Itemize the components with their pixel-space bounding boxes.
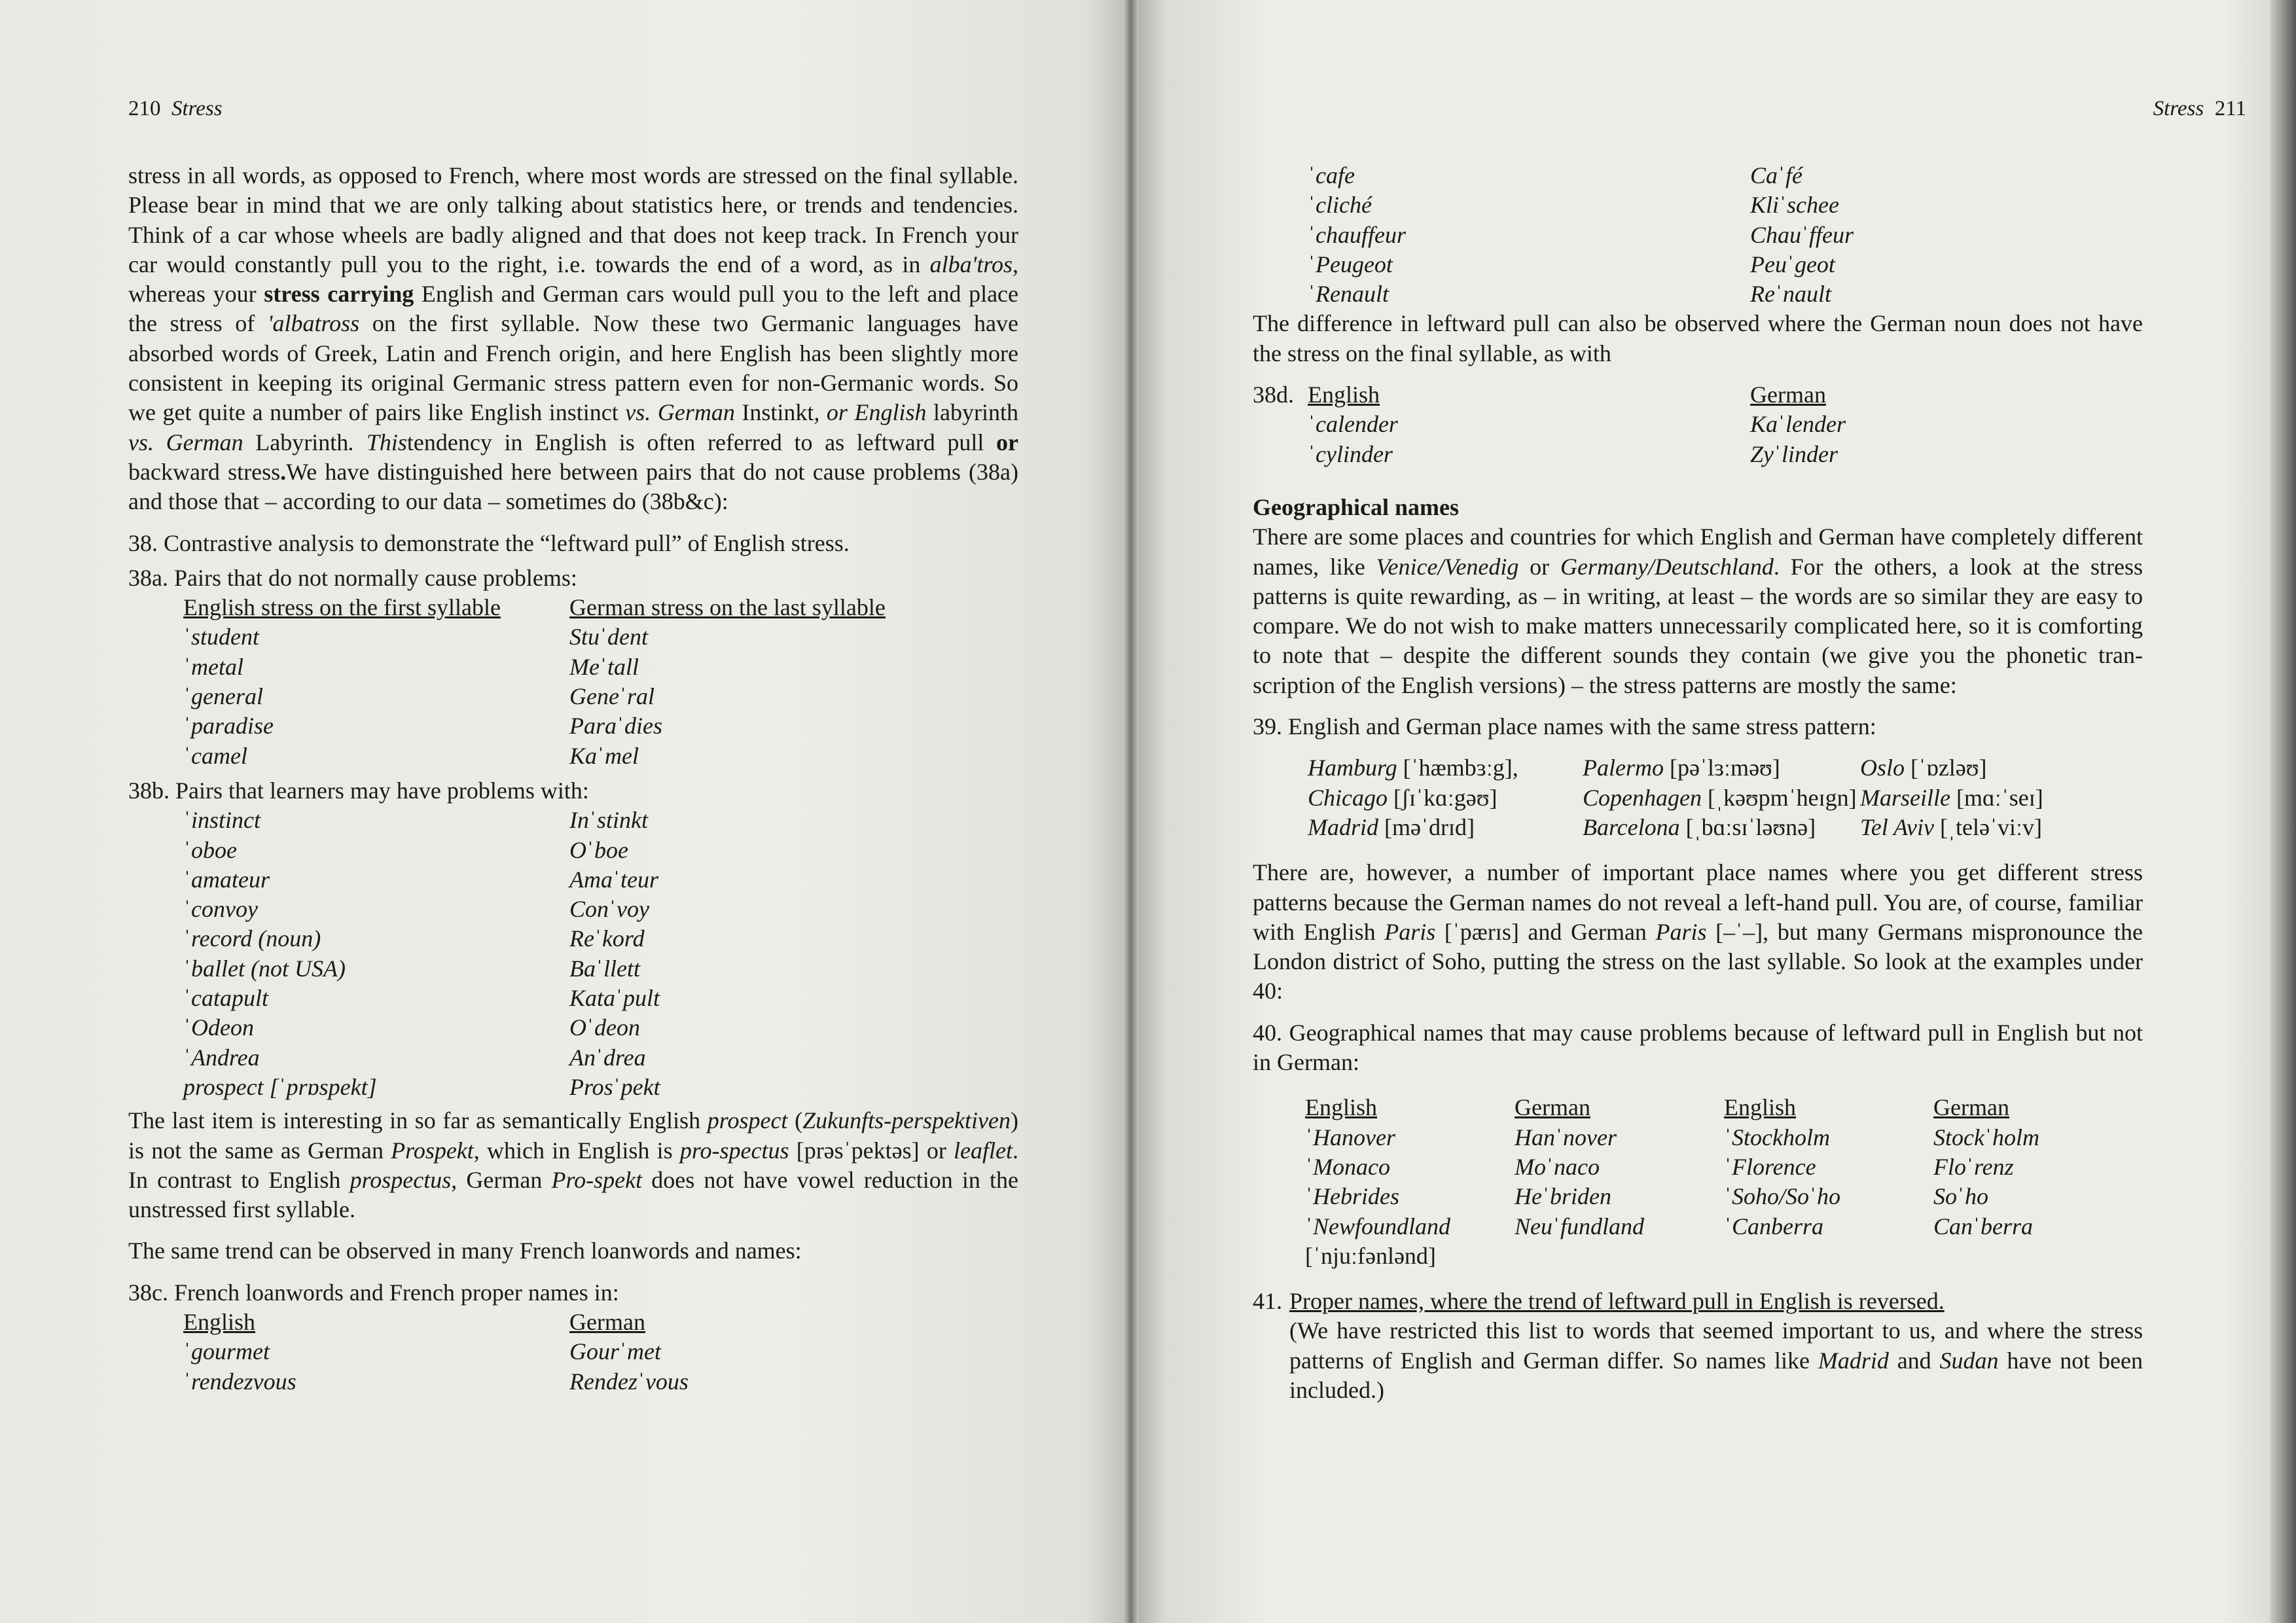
example-39-title: 39. English and German place names with the same stress pattern: <box>1253 713 1876 740</box>
table-column: Hamburg [ˈhæmbɜːg], Chicago [ʃɪˈkɑːgəʊ] Madrid [məˈdrɪd] <box>1308 755 1518 840</box>
table-row: ˈconvoy Conˈvoy <box>183 896 649 923</box>
table-row: ˈcylinder Zyˈlinder <box>1308 440 1838 467</box>
example-39-table <box>1253 753 2143 842</box>
table-row: ˈchauffeur Chauˈffeur <box>1308 221 1854 248</box>
table-row: prospect [ˈprɒspekt] Prosˈpekt <box>183 1073 660 1100</box>
table-column: English ˈStockholm ˈFlorence ˈSoho/Soˈho ˈCanberra <box>1724 1094 1840 1240</box>
table-row: ˈPeugeot Peuˈgeot <box>1308 251 1835 277</box>
table-row: ˈmetal Meˈtall <box>183 653 639 680</box>
example-41-title: 41. Proper names, where the trend of leftward pull in English is reversed. <box>1253 1288 1945 1315</box>
example-40-table <box>1253 1093 2143 1271</box>
table-row: ˈRenault Reˈnault <box>1308 281 1831 308</box>
table-row: ˈstudent Stuˈdent <box>183 624 648 651</box>
intro-paragraph: stress in all words, as opposed to French, where most words are stressed on the final syllable. Please bear in mind that we are only talking about statistics here, or trends and tendencies. Think of a car whose wheels are badly aligned and that does not keep track. In French your car would constantly pull you to the right, i.e. towards the end of a word, as in alba'tros, whereas your stress carrying English and German cars would pull you to the left and place the stress of 'albatross on the first syllable. Now these two Germanic languages have absorbed words of Greek, Latin and French origin, and here English has been slightly more consistent in keeping its original Germanic stress pattern even for non-Germanic words. So we get quite a number of pairs like English instinct vs. German Instinkt, or English labyrinth vs. German Labyrinth. Thistendency in English is often referred to as leftward pull or backward stress.We have distinguished here between pairs that do not cause problems (38a) and those that – according to our data – sometimes do (38b&c): <box>128 162 1019 515</box>
example-38-title: 38. Contrastive analysis to demonstrate the “leftward pull” of English stress. <box>128 529 850 556</box>
right-page-header <box>2153 97 2246 121</box>
table-row: ˈAndrea Anˈdrea <box>183 1044 646 1071</box>
however-paragraph: There are, however, a number of important place names where you get different stress patterns because the German names do not reveal a left-hand pull. You are, of course, familiar with English Paris [ˈpærɪs] and German Paris [–ˈ–], but many Germans mispronounce the London district of Soho, putting the stress on the last syllable. So look at the examples under 40: <box>1253 859 2144 1005</box>
table-row: ˈcatapult Kataˈpult <box>183 985 660 1012</box>
right-page-body <box>1253 161 2143 1405</box>
table-row: ˈparadise Paraˈdies <box>183 713 662 740</box>
left-page-body <box>128 161 1018 1397</box>
running-head: Stress <box>2153 97 2204 120</box>
section-heading: Geographical names <box>1253 493 1459 520</box>
example-38a-header-row: English stress on the first syllable German stress on the last syllable <box>183 594 886 621</box>
example-38a-title: 38a. Pairs that do not normally cause problems: <box>128 564 577 591</box>
table-row: ˈgourmet Gourˈmet <box>183 1338 661 1365</box>
page-edge <box>2270 0 2296 1623</box>
table-row: ˈrendezvous Rendezˈvous <box>183 1368 689 1395</box>
table-row: ˈrecord (noun) Reˈkord <box>183 925 645 952</box>
table-column: English ˈHanover ˈMonaco ˈHebrides ˈNewfoundland [ˈnjuːfənlənd] <box>1305 1094 1450 1269</box>
table-column: German Stockˈholm Floˈrenz Soˈho Canˈberra <box>1933 1094 2039 1240</box>
table-row: ˈballet (not USA) Baˈllett <box>183 955 640 982</box>
example-41-note: (We have restricted this list to words that seemed important to us, and where the stress patterns of English and German differ. So names like Madrid and Sudan have not been included.) <box>1289 1317 2144 1403</box>
table-column: German Hanˈnover Moˈnaco Heˈbriden Neuˈfundland <box>1515 1094 1644 1240</box>
example-38a-rows <box>128 622 1018 770</box>
example-38b-rows <box>128 806 1018 1102</box>
table-row: ˈOdeon Oˈdeon <box>183 1014 640 1041</box>
example-38d-header-row: 38d. English German <box>1253 382 1826 408</box>
table-row: ˈgeneral Geneˈral <box>183 683 655 710</box>
example-38c-title: 38c. French loanwords and French proper names in: <box>128 1279 619 1306</box>
left-page-header <box>128 97 223 121</box>
example-38b-title: 38b. Pairs that learners may have problems with: <box>128 777 589 804</box>
same-trend-paragraph: The same trend can be observed in many French loanwords and names: <box>128 1238 802 1264</box>
geo-paragraph: There are some places and countries for which English and German have completely different names, like Venice/Venedig or Germany/Deutschland. For the others, a look at the stress patterns is quite rewarding, as – in writing, at least – the words are so similar they are easy to compare. We do not wish to make matters unnecessarily complicated here, so it is comforting to note that – despite the different sounds they contain (we give you the phonetic tran-scription of the English versions) – the stress patterns are mostly the same: <box>1253 524 2143 698</box>
example-38c-header-row: English German <box>183 1308 645 1335</box>
book-gutter <box>1123 0 1139 1623</box>
last-item-paragraph: The last item is interesting in so far as semantically English prospect (Zukunfts-perspektiven) is not the same as German Prospekt, which in English is pro-spectus [prəsˈpektəs] or leaflet. In contrast to English prospectus, German Pro-spekt does not have vowel reduction in the unstressed first syllable. <box>128 1107 1019 1223</box>
table-row: ˈcalender Kaˈlender <box>1308 411 1846 438</box>
running-head: Stress <box>171 97 223 120</box>
left-page <box>0 0 1131 1623</box>
page-number: 211 <box>2214 97 2246 120</box>
example-40-title: 40. Geographical names that may cause problems because of leftward pull in English but not in German: <box>1253 1019 2143 1076</box>
page-number: 210 <box>128 97 161 120</box>
table-row: ˈcliché Kliˈschee <box>1308 192 1839 219</box>
table-row: ˈcafe Caˈfé <box>1308 162 1803 188</box>
table-column: Oslo [ˈɒzləʊ] Marseille [mɑːˈseɪ] Tel Aviv [ˌteləˈviːv] <box>1860 755 2043 840</box>
table-row: ˈoboe Oˈboe <box>183 836 628 863</box>
table-row: ˈamateur Amaˈteur <box>183 866 658 893</box>
example-38c-continued <box>1253 161 2143 309</box>
difference-paragraph: The difference in leftward pull can also be observed where the German noun does not have the stress on the final syllable, as with <box>1253 310 2143 366</box>
table-column: Palermo [pəˈlɜːməʊ] Copenhagen [ˌkəʊpmˈheɪgn] Barcelona [ˌbɑːsɪˈləʊnə] <box>1583 755 1857 840</box>
table-row: ˈcamel Kaˈmel <box>183 742 639 769</box>
right-page <box>1131 0 2270 1623</box>
table-row: ˈinstinct Inˈstinkt <box>183 807 648 834</box>
